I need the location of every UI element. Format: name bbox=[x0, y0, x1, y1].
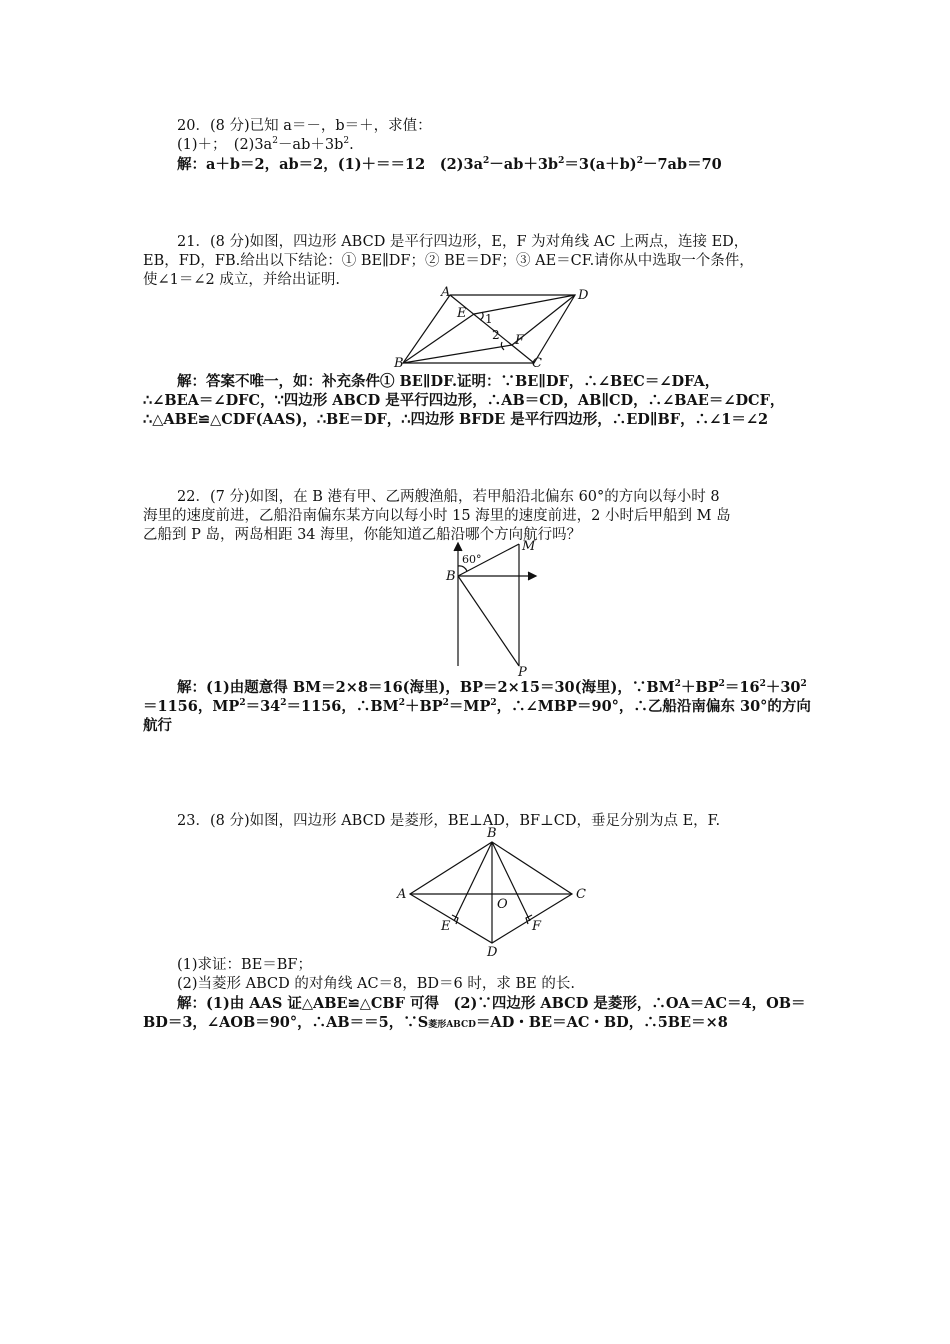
p21-parallelogram-figure bbox=[390, 286, 600, 372]
p21-line3: 使∠1＝∠2 成立，并给出证明. bbox=[143, 272, 340, 288]
segment-eb bbox=[403, 314, 474, 363]
label-A: A bbox=[441, 286, 451, 300]
p20-stem: 20．(8 分)已知 a＝－，b＝＋，求值： bbox=[177, 118, 432, 134]
label-F: F bbox=[515, 333, 525, 348]
label-C: C bbox=[576, 887, 586, 902]
north-arrowhead bbox=[454, 543, 462, 551]
p23-q2: (2)当菱形 ABCD 的对角线 AC＝8，BD＝6 时，求 BE 的长. bbox=[177, 976, 575, 992]
label-O: O bbox=[497, 897, 508, 912]
p22-line3: 乙船到 P 岛，两岛相距 34 海里，你能知道乙船沿哪个方向航行吗？ bbox=[143, 527, 582, 543]
label-M: M bbox=[522, 539, 536, 554]
p23-sol2: BD＝3，∠AOB＝90°，∴AB＝＝5，∵S菱形ABCD＝AD・BE＝AC・BD，∴5BE＝×8 bbox=[143, 1014, 728, 1031]
label-D: D bbox=[578, 288, 589, 303]
label-1: 1 bbox=[485, 312, 493, 326]
label-B: B bbox=[487, 826, 497, 841]
p21-line2: EB，FD，FB.给出以下结论：① BE∥DF；② BE＝DF；③ AE＝CF.请你从中选取一个条件， bbox=[143, 253, 754, 269]
label-B: B bbox=[446, 569, 456, 584]
angle-60-arc bbox=[458, 566, 467, 571]
p21-sol2: ∴∠BEA＝∠DFC，∵四边形 ABCD 是平行四边形，∴AB＝CD，AB∥CD，∴∠BAE＝∠DCF， bbox=[143, 392, 785, 409]
p21-sol3: ∴△ABE≌△CDF(AAS)，∴BE＝DF，∴四边形 BFDE 是平行四边形，∴ED∥BF，∴∠1＝∠2 bbox=[143, 411, 769, 428]
p20-parts: (1)＋； $(2)3a^2-ab+3b^2$. bbox=[177, 136, 354, 153]
p21-line1: 21．(8 分)如图，四边形 ABCD 是平行四边形，E，F 为对角线 AC 上两点，连接 ED， bbox=[177, 234, 749, 250]
p22-sol2: ＝1156，$MP^2=34^2=1156$，$\therefore BM^2+BP^2=MP^2$，∴∠MBP＝90°，∴乙船沿南偏东 30°的方向 bbox=[143, 698, 811, 715]
label-D: D bbox=[487, 945, 498, 958]
p23-sol1: 解：(1)由 AAS 证△ABE≌△CBF 可得 (2)∵四边形 ABCD 是菱形，∴OA＝AC＝4，OB＝ bbox=[177, 995, 806, 1012]
p22-line1: 22．(7 分)如图，在 B 港有甲、乙两艘渔船，若甲船沿北偏东 60°的方向以每小时 8 bbox=[177, 489, 720, 505]
label-A: A bbox=[397, 887, 407, 902]
label-E: E bbox=[457, 306, 467, 321]
label-B: B bbox=[394, 356, 404, 371]
p21-sol1: 解：答案不唯一，如：补充条件① BE∥DF.证明：∵BE∥DF，∴∠BEC＝∠DFA， bbox=[177, 373, 720, 390]
rhombus-abcd bbox=[410, 842, 572, 943]
p22-sol3: 航行 bbox=[143, 717, 172, 734]
p23-rhombus-figure bbox=[390, 826, 600, 958]
p22-sol1: 解：(1)由题意得 BM＝2×8＝16(海里)，BP＝2×15＝30(海里)，$\because BM^2+BP^2=16^2+30^2$ bbox=[177, 679, 807, 696]
label-60deg: 60° bbox=[462, 553, 482, 566]
p22-line2: 海里的速度前进，乙船沿南偏东某方向以每小时 15 海里的速度前进，2 小时后甲船到 M 岛 bbox=[143, 508, 731, 524]
label-P: P bbox=[518, 665, 527, 676]
p23-line1: 23．(8 分)如图，四边形 ABCD 是菱形，BE⊥AD，BF⊥CD，垂足分别为点 E，F. bbox=[177, 813, 721, 829]
p22-bearing-figure bbox=[440, 536, 550, 676]
parallelogram-abcd bbox=[403, 295, 575, 363]
p23-q1: (1)求证：BE＝BF； bbox=[177, 957, 312, 973]
label-F: F bbox=[532, 919, 542, 934]
label-C: C bbox=[532, 356, 542, 371]
segment-bp bbox=[458, 576, 519, 666]
east-arrowhead bbox=[528, 572, 536, 580]
segment-fb bbox=[403, 345, 512, 363]
label-E: E bbox=[441, 919, 451, 934]
label-2: 2 bbox=[492, 328, 500, 342]
p20-solution: 解：a＋b＝2，ab＝2，(1)＋＝＝12 $(2)3a^2-ab+3b^2=3(a+b)^2-7ab=70$ bbox=[177, 156, 722, 173]
